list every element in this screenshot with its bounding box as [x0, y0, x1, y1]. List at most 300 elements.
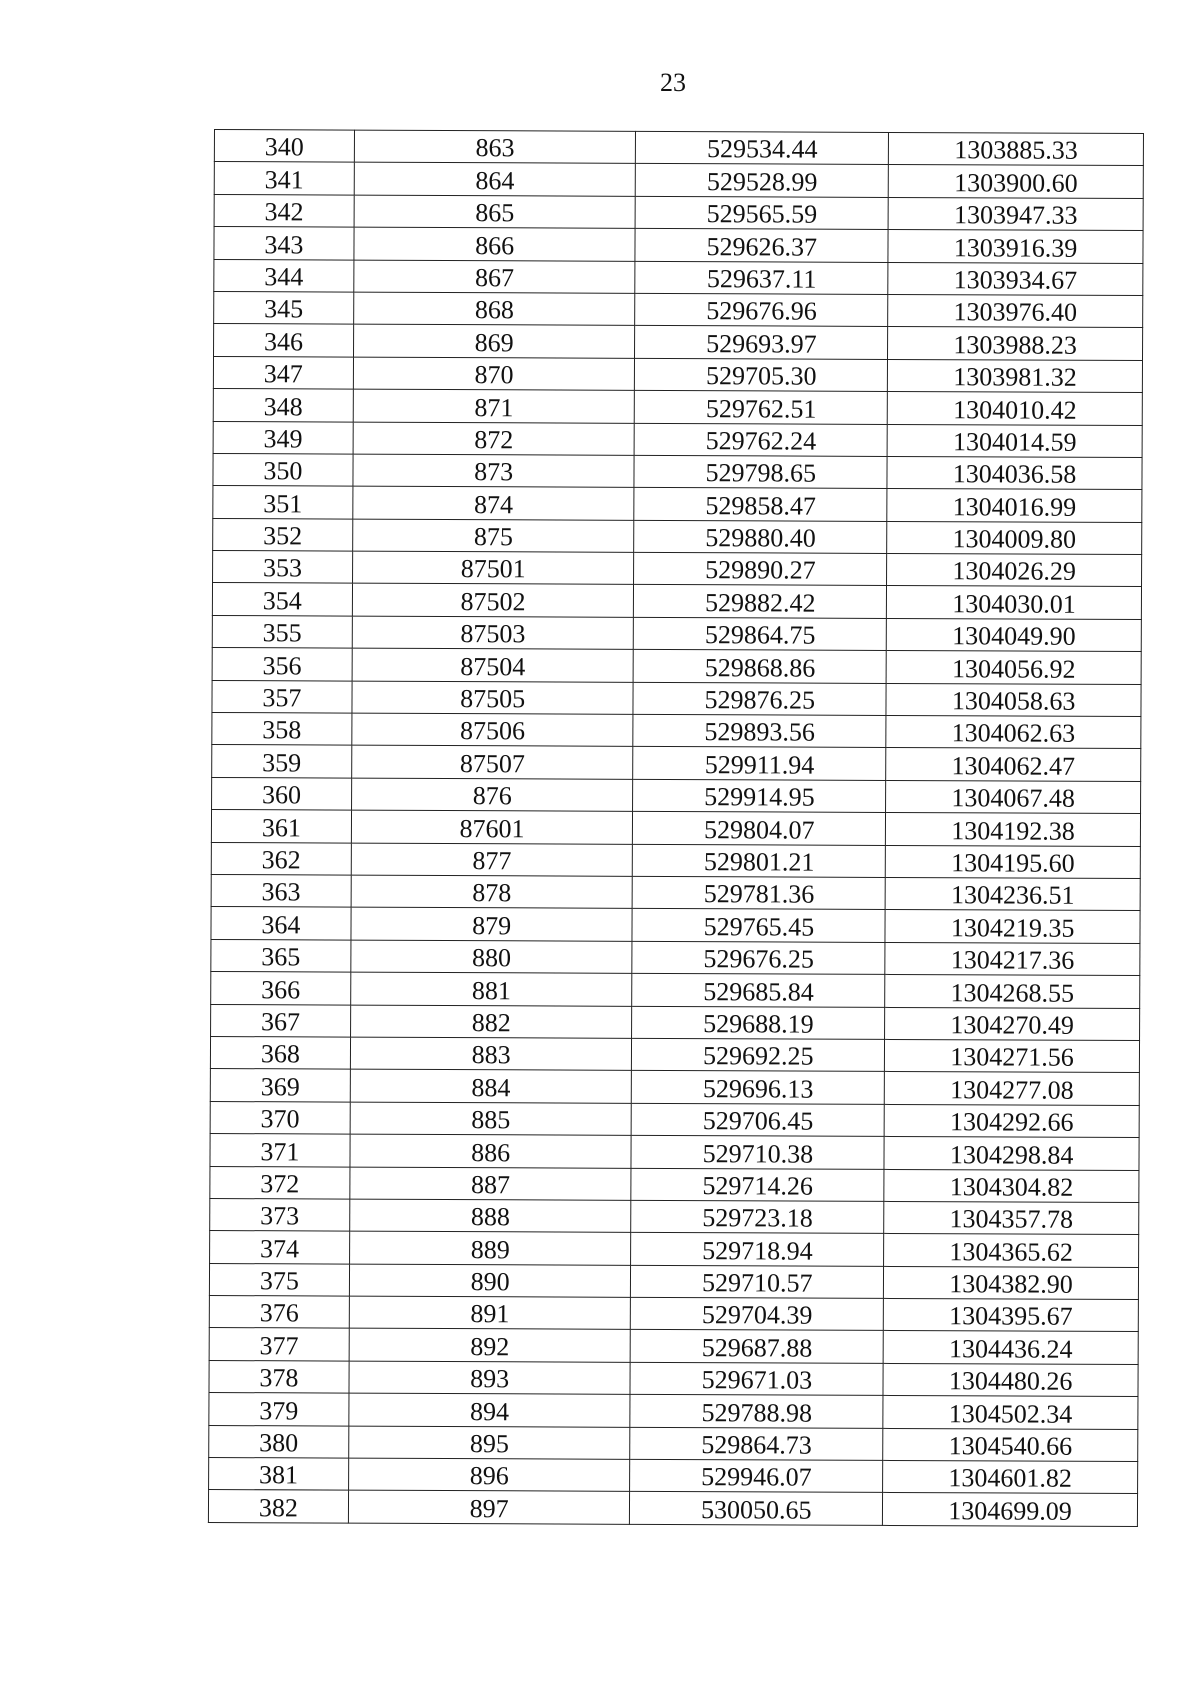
cell-text: 348 [263, 391, 303, 421]
cell-text: 372 [260, 1169, 300, 1199]
x-coordinate-cell [630, 1395, 883, 1428]
y-coordinate-cell [883, 1428, 1138, 1462]
cell-text: 1304268.55 [950, 977, 1075, 1008]
table-row [214, 227, 1143, 263]
table-row [212, 648, 1141, 684]
row-index-cell [210, 1198, 350, 1231]
cell-text: 1304049.90 [952, 621, 1076, 652]
table-row [211, 907, 1140, 943]
cell-text: 1304062.47 [951, 751, 1076, 781]
cell-text: 529801.21 [703, 847, 815, 877]
x-coordinate-cell [632, 1071, 885, 1104]
row-index-cell [211, 939, 351, 972]
point-number-cell [349, 1296, 631, 1330]
table-row [214, 259, 1143, 295]
cell-text: 896 [469, 1461, 509, 1491]
row-index-cell [213, 356, 353, 389]
table-row [214, 194, 1143, 230]
cell-text: 341 [264, 165, 304, 195]
row-index-cell [209, 1328, 349, 1361]
point-number-cell [352, 519, 634, 553]
cell-text: 529676.96 [706, 296, 817, 326]
x-coordinate-cell [633, 682, 886, 715]
cell-text: 1304062.63 [951, 718, 1076, 749]
x-coordinate-cell [632, 973, 885, 1006]
point-number-cell [354, 163, 636, 197]
cell-text: 1304502.34 [948, 1398, 1073, 1429]
y-coordinate-cell [887, 554, 1142, 588]
cell-text: 866 [475, 230, 515, 260]
cell-text: 887 [470, 1170, 511, 1200]
cell-text: 529626.37 [706, 231, 818, 262]
cell-text: 371 [260, 1136, 300, 1166]
x-coordinate-cell [634, 617, 887, 650]
point-number-cell [354, 130, 636, 164]
cell-text: 352 [263, 521, 303, 551]
table-row [210, 1134, 1139, 1170]
cell-text: 891 [470, 1299, 510, 1329]
cell-text: 1303976.40 [953, 297, 1078, 328]
point-number-cell [351, 940, 633, 974]
cell-text: 864 [475, 165, 515, 196]
point-number-cell [349, 1329, 631, 1363]
cell-text: 377 [259, 1331, 299, 1361]
cell-text: 1304395.67 [949, 1301, 1073, 1332]
y-coordinate-cell [888, 327, 1143, 361]
table-row [211, 842, 1140, 878]
cell-text: 382 [258, 1493, 298, 1523]
table-row [210, 1231, 1139, 1267]
cell-text: 880 [471, 943, 512, 973]
cell-text: 529781.36 [703, 879, 815, 910]
cell-text: 1304058.63 [951, 686, 1076, 716]
cell-text: 529868.86 [704, 652, 816, 683]
point-number-cell [353, 357, 635, 391]
point-number-cell [353, 292, 635, 326]
table-row [211, 810, 1140, 846]
table-body [208, 130, 1143, 1527]
x-coordinate-cell [635, 423, 888, 456]
cell-text: 378 [259, 1363, 299, 1393]
point-number-cell [352, 681, 634, 715]
cell-text: 529864.75 [704, 620, 816, 650]
cell-text: 529880.40 [705, 523, 816, 553]
y-coordinate-cell [884, 1169, 1139, 1203]
y-coordinate-cell [883, 1298, 1138, 1332]
table-row [213, 421, 1142, 457]
y-coordinate-cell [885, 942, 1140, 976]
y-coordinate-cell [886, 683, 1141, 717]
y-coordinate-cell [884, 1072, 1139, 1106]
cell-text: 1304056.92 [951, 653, 1076, 684]
y-coordinate-cell [886, 651, 1141, 685]
row-index-cell [209, 1296, 349, 1329]
x-coordinate-cell [633, 779, 886, 812]
cell-text: 369 [260, 1071, 300, 1102]
cell-text: 375 [259, 1266, 299, 1296]
cell-text: 890 [470, 1267, 510, 1297]
point-number-cell [350, 1037, 632, 1071]
row-index-cell [212, 745, 352, 778]
cell-text: 1304480.26 [948, 1366, 1073, 1396]
row-index-cell [214, 324, 354, 357]
cell-text: 349 [263, 424, 303, 454]
x-coordinate-cell [631, 1330, 884, 1363]
cell-text: 1304298.84 [949, 1139, 1074, 1170]
table-row [213, 453, 1142, 489]
cell-text: 1303988.23 [953, 329, 1077, 360]
y-coordinate-cell [887, 586, 1142, 620]
cell-text: 1304195.60 [951, 848, 1075, 878]
table-row [213, 486, 1142, 522]
cell-text: 368 [260, 1039, 300, 1069]
point-number-cell [353, 389, 635, 423]
x-coordinate-cell [631, 1168, 884, 1201]
y-coordinate-cell [884, 1104, 1139, 1138]
cell-text: 529876.25 [704, 685, 816, 715]
point-number-cell [352, 551, 634, 585]
point-number-cell [353, 422, 635, 456]
cell-text: 529565.59 [706, 199, 818, 229]
table-row [210, 1069, 1139, 1105]
cell-text: 1303916.39 [953, 232, 1078, 263]
table-row [212, 745, 1141, 781]
cell-text: 1304236.51 [950, 880, 1075, 911]
cell-text: 872 [474, 425, 514, 455]
y-coordinate-cell [886, 618, 1141, 652]
cell-text: 893 [470, 1364, 510, 1394]
x-coordinate-cell [634, 552, 887, 585]
x-coordinate-cell [632, 1006, 885, 1039]
row-index-cell [208, 1490, 348, 1523]
cell-text: 875 [473, 522, 513, 552]
cell-text: 884 [471, 1072, 511, 1103]
row-index-cell [209, 1263, 349, 1296]
table-row [209, 1296, 1138, 1332]
row-index-cell [213, 421, 353, 454]
x-coordinate-cell [634, 455, 887, 488]
cell-text: 1304436.24 [948, 1334, 1073, 1364]
y-coordinate-cell [886, 813, 1141, 847]
point-number-cell [348, 1458, 630, 1492]
y-coordinate-cell [888, 197, 1143, 231]
x-coordinate-cell [630, 1427, 883, 1460]
cell-text: 529882.42 [704, 588, 816, 618]
cell-text: 87505 [460, 684, 526, 714]
cell-text: 529723.18 [702, 1203, 813, 1233]
cell-text: 1304192.38 [951, 815, 1075, 846]
page-number: 23 [660, 68, 686, 97]
point-number-cell [352, 584, 634, 618]
y-coordinate-cell [889, 132, 1144, 166]
cell-text: 342 [264, 197, 304, 227]
cell-text: 865 [475, 198, 515, 228]
row-index-cell [212, 777, 352, 810]
cell-text: 367 [260, 1007, 301, 1037]
cell-text: 529637.11 [706, 264, 817, 294]
row-index-cell [214, 259, 354, 292]
cell-text: 882 [471, 1008, 511, 1038]
point-number-cell [352, 648, 634, 682]
cell-text: 871 [474, 392, 514, 422]
cell-text: 876 [472, 781, 512, 811]
cell-text: 529911.94 [704, 749, 815, 780]
cell-text: 881 [471, 975, 511, 1005]
point-number-cell [353, 486, 635, 520]
cell-text: 879 [472, 910, 512, 941]
cell-text: 529788.98 [701, 1397, 813, 1428]
cell-text: 874 [473, 489, 514, 519]
table-row [212, 713, 1141, 749]
table-row [211, 1004, 1140, 1040]
cell-text: 1304217.36 [950, 945, 1075, 975]
row-index-cell [210, 1069, 350, 1102]
point-number-cell [352, 713, 634, 747]
row-index-cell [214, 227, 354, 260]
x-coordinate-cell [631, 1233, 884, 1266]
x-coordinate-cell [635, 229, 888, 262]
cell-text: 889 [470, 1234, 510, 1264]
point-number-cell [351, 746, 633, 780]
table-row [208, 1490, 1137, 1526]
table-row [213, 518, 1142, 554]
row-index-cell [212, 583, 352, 616]
cell-text: 529696.13 [702, 1073, 814, 1104]
point-number-cell [349, 1361, 631, 1395]
y-coordinate-cell [886, 715, 1141, 749]
point-number-cell [350, 1199, 632, 1233]
y-coordinate-cell [885, 845, 1140, 879]
y-coordinate-cell [883, 1460, 1138, 1494]
point-number-cell [350, 1005, 632, 1039]
cell-text: 87503 [460, 619, 526, 649]
cell-text: 529893.56 [704, 717, 816, 748]
table-row [211, 972, 1140, 1008]
row-index-cell [209, 1360, 349, 1393]
table-row [214, 130, 1143, 166]
cell-text: 1304219.35 [950, 912, 1075, 943]
y-coordinate-cell [885, 975, 1140, 1009]
point-number-cell [351, 843, 633, 877]
y-coordinate-cell [885, 1007, 1140, 1041]
table-row [214, 291, 1143, 327]
row-index-cell [214, 291, 354, 324]
row-index-cell [212, 680, 352, 713]
point-number-cell [351, 810, 633, 844]
cell-text: 360 [261, 780, 302, 810]
point-number-cell [350, 1102, 632, 1136]
x-coordinate-cell [631, 1135, 884, 1168]
cell-text: 1304292.66 [949, 1107, 1074, 1137]
point-number-cell [350, 1069, 632, 1103]
row-index-cell [209, 1458, 349, 1491]
table-row [214, 162, 1143, 198]
x-coordinate-cell [631, 1297, 884, 1330]
x-coordinate-cell [633, 714, 886, 747]
point-number-cell [348, 1491, 630, 1525]
cell-text: 1304699.09 [948, 1496, 1072, 1526]
cell-text: 1303885.33 [954, 135, 1078, 166]
row-index-cell [210, 1231, 350, 1264]
cell-text: 529693.97 [706, 328, 817, 359]
cell-text: 87502 [460, 586, 526, 617]
row-index-cell [214, 194, 354, 227]
x-coordinate-cell [636, 196, 889, 229]
cell-text: 361 [261, 812, 301, 842]
x-coordinate-cell [634, 520, 887, 553]
cell-text: 380 [259, 1428, 299, 1458]
x-coordinate-cell [632, 909, 885, 942]
cell-text: 1304016.99 [952, 491, 1077, 522]
cell-text: 1304270.49 [950, 1010, 1075, 1040]
cell-text: 877 [472, 846, 512, 876]
y-coordinate-cell [888, 165, 1143, 199]
x-coordinate-cell [634, 585, 887, 618]
y-coordinate-cell [884, 1201, 1139, 1235]
row-index-cell [210, 1134, 350, 1167]
row-index-cell [211, 810, 351, 843]
cell-text: 87507 [459, 748, 525, 779]
cell-text: 343 [264, 229, 304, 259]
cell-text: 370 [260, 1104, 300, 1134]
cell-text: 1304026.29 [952, 556, 1076, 587]
cell-text: 1304009.80 [952, 524, 1077, 554]
cell-text: 873 [474, 457, 514, 487]
point-number-cell [350, 1134, 632, 1168]
cell-text: 1304357.78 [949, 1204, 1074, 1235]
cell-text: 1304010.42 [953, 394, 1077, 425]
point-number-cell [353, 324, 635, 358]
cell-text: 885 [471, 1105, 511, 1135]
cell-text: 1303934.67 [953, 265, 1078, 295]
row-index-cell [211, 1004, 351, 1037]
y-coordinate-cell [888, 294, 1143, 328]
cell-text: 529762.51 [705, 393, 817, 424]
x-coordinate-cell [632, 1103, 885, 1136]
table-row [212, 583, 1141, 619]
y-coordinate-cell [883, 1363, 1138, 1397]
cell-text: 883 [471, 1040, 511, 1070]
table-row [213, 551, 1142, 587]
cell-text: 350 [263, 456, 303, 486]
table-row [209, 1393, 1138, 1429]
table-row [210, 1036, 1139, 1072]
point-number-cell [351, 778, 633, 812]
cell-text: 1303981.32 [953, 362, 1077, 392]
table-row [210, 1198, 1139, 1234]
y-coordinate-cell [883, 1331, 1138, 1365]
cell-text: 888 [470, 1202, 510, 1232]
cell-text: 529762.24 [705, 426, 817, 456]
table-row [210, 1166, 1139, 1202]
cell-text: 346 [263, 326, 304, 357]
x-coordinate-cell [635, 358, 888, 391]
point-number-cell [349, 1393, 631, 1427]
cell-text: 1304540.66 [948, 1431, 1073, 1461]
cell-text: 897 [469, 1493, 509, 1524]
cell-text: 529798.65 [705, 458, 817, 488]
x-coordinate-cell [631, 1200, 884, 1233]
row-index-cell [210, 1101, 350, 1134]
cell-text: 1304365.62 [949, 1236, 1074, 1267]
table-row [209, 1425, 1138, 1461]
point-number-cell [354, 195, 636, 229]
cell-text: 1304036.58 [952, 459, 1077, 490]
row-index-cell [213, 551, 353, 584]
row-index-cell [210, 1166, 350, 1199]
y-coordinate-cell [888, 230, 1143, 264]
row-index-cell [214, 130, 354, 163]
y-coordinate-cell [887, 456, 1142, 490]
cell-text: 869 [474, 327, 514, 358]
row-index-cell [213, 486, 353, 519]
cell-text: 1304601.82 [948, 1463, 1073, 1494]
x-coordinate-cell [633, 844, 886, 877]
table-row [214, 324, 1143, 360]
row-index-cell [214, 162, 354, 195]
cell-text: 87501 [460, 554, 526, 584]
cell-text: 529704.39 [701, 1300, 813, 1331]
x-coordinate-cell [630, 1459, 883, 1492]
cell-text: 353 [262, 553, 303, 583]
cell-text: 529858.47 [705, 490, 817, 521]
x-coordinate-cell [633, 876, 886, 909]
cell-text: 863 [475, 133, 515, 163]
y-coordinate-cell [887, 424, 1142, 458]
cell-text: 1303900.60 [954, 168, 1078, 198]
cell-text: 529710.38 [702, 1138, 814, 1169]
cell-text: 1304304.82 [949, 1172, 1074, 1202]
x-coordinate-cell [631, 1265, 884, 1298]
y-coordinate-cell [887, 489, 1142, 523]
row-index-cell [212, 648, 352, 681]
cell-text: 359 [262, 748, 302, 778]
point-number-cell [350, 1167, 632, 1201]
x-coordinate-cell [630, 1362, 883, 1395]
row-index-cell [211, 874, 351, 907]
cell-text: 868 [474, 295, 514, 325]
x-coordinate-cell [635, 261, 888, 294]
cell-text: 366 [261, 974, 301, 1004]
cell-text: 1304067.48 [951, 783, 1075, 813]
cell-text: 529706.45 [702, 1106, 814, 1136]
point-number-cell [351, 972, 633, 1006]
cell-text: 529890.27 [705, 555, 816, 586]
cell-text: 379 [259, 1395, 299, 1426]
point-number-cell [349, 1426, 631, 1460]
row-index-cell [212, 713, 352, 746]
table-row [212, 680, 1141, 716]
point-number-cell [351, 875, 633, 909]
x-coordinate-cell [634, 488, 887, 521]
x-coordinate-cell [635, 390, 888, 423]
cell-text: 529714.26 [702, 1171, 814, 1201]
table-row [213, 356, 1142, 392]
y-coordinate-cell [886, 748, 1141, 782]
table-row [212, 615, 1141, 651]
cell-text: 357 [262, 683, 302, 713]
cell-text: 1304382.90 [949, 1269, 1073, 1299]
y-coordinate-cell [884, 1234, 1139, 1268]
table-row [213, 389, 1142, 425]
x-coordinate-cell [635, 293, 888, 326]
cell-text: 356 [262, 650, 302, 681]
point-number-cell [353, 454, 635, 488]
x-coordinate-cell [632, 1038, 885, 1071]
y-coordinate-cell [887, 521, 1142, 555]
cell-text: 529765.45 [703, 911, 815, 942]
cell-text: 87601 [459, 813, 525, 843]
